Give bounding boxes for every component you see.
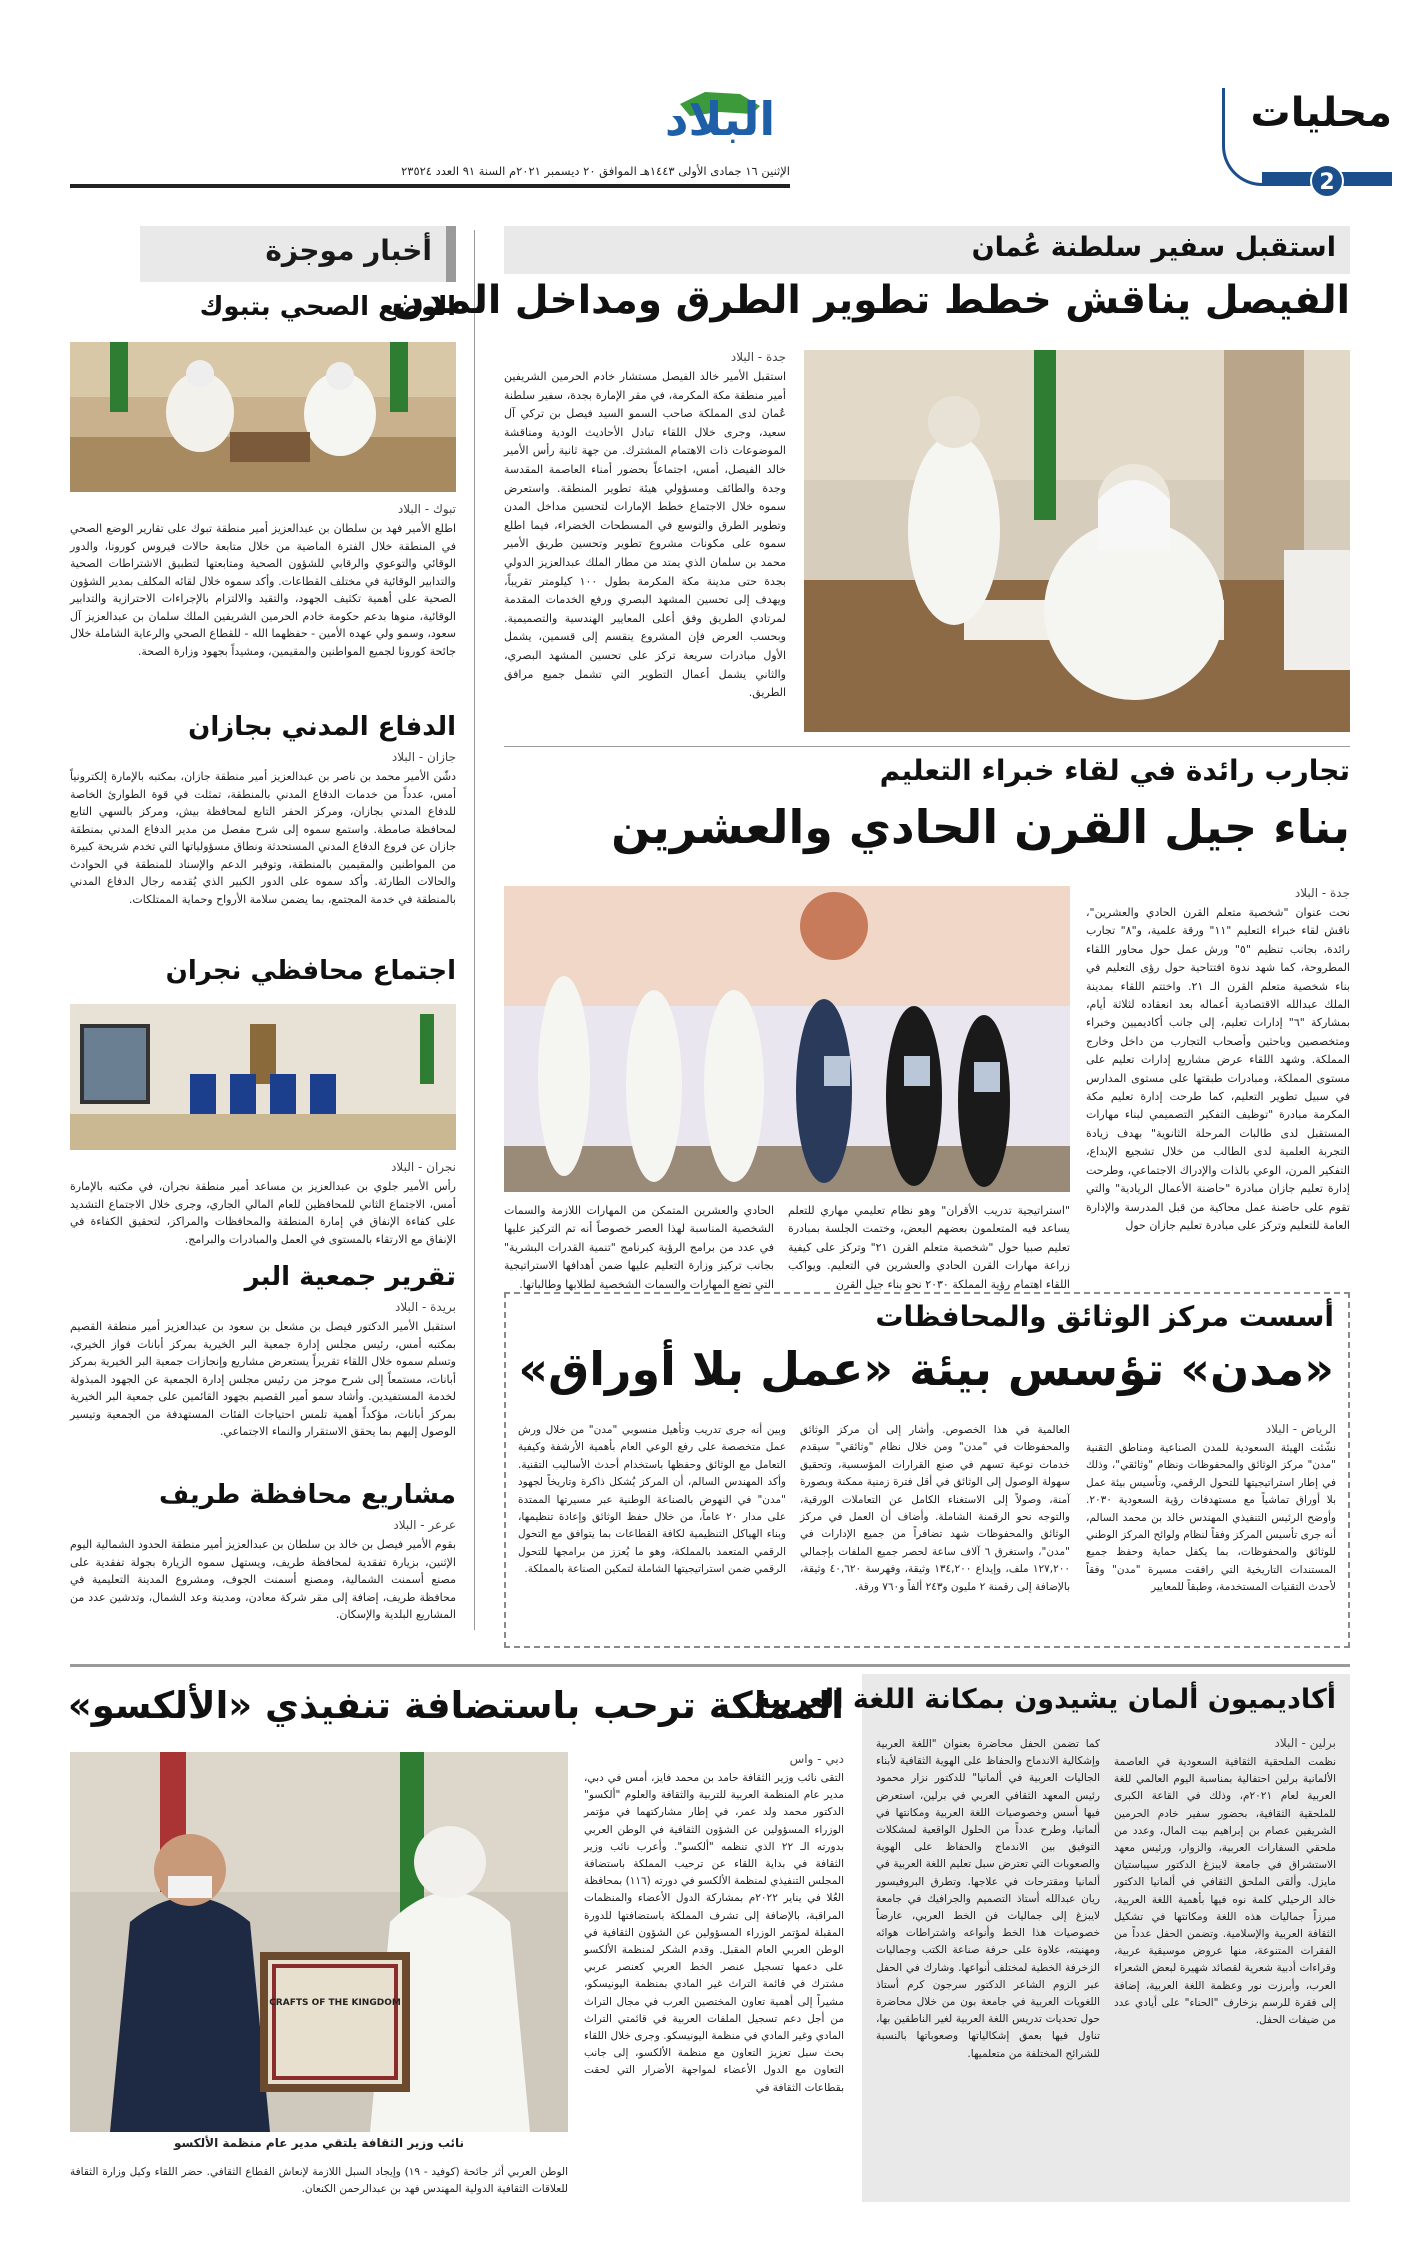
education-col-1	[1086, 886, 1350, 1235]
sidebar-story-title: اجتماع محافظي نجران	[165, 956, 456, 986]
education-kicker: تجارب رائدة في لقاء خبراء التعليم	[879, 754, 1350, 787]
alecso-col-1	[584, 1752, 844, 2097]
education-photo	[504, 886, 1070, 1192]
sidebar-heading-box	[140, 226, 456, 282]
alecso-headline: المملكة ترحب باستضافة تنفيذي «الألكسو»	[67, 1684, 844, 1727]
lead-kicker: استقبل سفير سلطنة عُمان	[971, 232, 1336, 263]
lead-headline: الفيصل يناقش خطط تطوير الطرق ومداخل المدن	[391, 278, 1350, 323]
story-body: التقى نائب وزير الثقافة حامد بن محمد فايز، أمس في دبي، مدير عام المنظمة العربية للتربية والثقافة والعلوم "ألكسو" الدكتور محمد ولد عمر، في إطار مشاركتهما في مؤتمر الوزراء المسؤولين عن الشؤون الثقافية في الوطن العربي بدورته الـ ٢٢ الذي تنظمه "ألكسو". وأعرب نائب وزير الثقافة في بداية اللقاء عن ترحيب المملكة باستضافة المجلس التنفيذي لمنظمة الألكسو في دورته (١١٦) بمحافظة العُلا في يناير ٢٠٢٢م بمشاركة الدول الأعضاء والمنظمات المراقبة، بالإضافة إلى تشرف المملكة باستضافتها للدورة المقبلة لمؤتمر الوزراء المسؤولين عن الشؤون الثقافية في الوطن العربي العام المقبل. وقدم الشكر لمنظمة الألكسو على دعمها تسجيل عنصر الخط العربي كعنصر عربي مشترك في قائمة التراث غير المادي بمنظمة اليونيسكو، مشيراً إلى أهمية تعاون المختصين العرب في مجال التراث من أجل دعم تسجيل الملفات العربية في قائمتي التراث المادي وغير المادي في منظمة اليونيسكو. وجرى خلال اللقاء بحث سبل تعزيز التعاون مع منظمة الألكسو، إلى جانب التعاون مع الدول الأعضاء لمواجهة الأضرار التي لحقت بقطاعات الثقافة في	[584, 1772, 845, 2094]
story-body: نحت عنوان "شخصية متعلم القرن الحادي والعشرين"، ناقش لقاء خبراء التعليم "١١" ورقة علمية، و"٨" تجارب رائدة، بجانب تنظيم "٥" ورش عمل حول محاور اللقاء المطروحة، كما شهد ندوة افتتاحية حول رؤى التعليم في بناء شخصية متعلم القرن الـ ٢١. واختتم اللقاء بمدينة الملك عبدالله الاقتصادية أعماله بعد انعقاده لثلاثة أيام، بمشاركة "٦" إدارات تعليم، إلى جانب أكاديميين وخبراء ومتخصصين وباحثين وأصحاب التجارب من داخل وخارج المملكة. وشهد اللقاء عرض مشاريع إدارات تعليم على مستوى المملكة، ومبادرات طبقتها على مستوى المدارس في سبيل تطوير التعليم، كما طرحت إدارة تعليم مكة المكرمة مبادرة "توظيف التفكير التصميمي لبناء مهارات المستقبل لدى طالبات المرحلة الثانوية" بهدف زيادة التجربة العلمية لدى الطالب من خلال تشجيع الإبداع، التفكير المرن، الوعي بالذات والإدراك الاجتماعي، وطرحت إدارة تعليم جازان مبادرة "حاضنة الأعمال الريادية" والتي تقوم على حاضنة عمل محاكية من قبل المدرسة والإدارة العامة للتعليم وتركز على مبادرة تعليم جازان حول	[1086, 906, 1350, 1232]
story-body: الحادي والعشرين المتمكن من المهارات اللازمة والسمات الشخصية المناسبة لهذا العصر خصوصاً أنه تم التركيز عليها في عدد من برامج الرؤية كبرنامج "تنمية القدرات البشرية" بجانب تركيز وزارة التعليم عليها ضمن أهدافها الاستراتيجية التي تضع المهارات والسمات الشخصية لطلابها وطالباتها.	[504, 1204, 774, 1291]
bottom-band-rule	[70, 1664, 1350, 1667]
modon-col-3	[518, 1422, 786, 1579]
sidebar-photo-najran	[70, 1004, 456, 1150]
alecso-photo	[70, 1752, 568, 2132]
lead-photo	[804, 350, 1350, 732]
modon-col-2	[800, 1422, 1070, 1596]
sidebar-story-title: تقرير جمعية البر	[244, 1262, 456, 1292]
story-dateline: تبوك - البلاد	[397, 502, 456, 516]
story-body: رأس الأمير جلوي بن عبدالعزيز بن مساعد أمير منطقة نجران، في مكتبه بالإمارة أمس، الاجتماع الثاني للمحافظين للعام المالي الجاري، وجرى خلال الاجتماع التشديد على كفاءة الإنفاق في إمارة المنطقة والمحافظات والمراكز، لتحقيق الكفاءة في الإنفاق مع الارتقاء بالمستوى في العمل والمبادرات والبرامج.	[70, 1180, 456, 1246]
story-body: وبين أنه جرى تدريب وتأهيل منسوبي "مدن" من خلال ورش عمل متخصصة على رفع الوعي العام بأهمية الأرشفة وكيفية التعامل مع الوثائق وحفظها باستخدام أحدث الأساليب التقنية. وأكد المهندس السالم، أن المركز يُشكل ذاكرة وتاريخاً لجهود "مدن" في النهوض بالصناعة الوطنية عبر مسيرتها الممتدة على مدار ٢٠ عاماً، من خلال حفظ الوثائق وإعادة تنظيمها، وبناء الهياكل التنظيمية لكافة القطاعات بما يتوافق مع التحول الرقمي المتعمد بالمملكة، وهو ما يُعزز من برامجها للتحول الرقمي ضمن استراتيجيتها الشاملة لتمكين الصناعة بالمملكة.	[518, 1424, 786, 1576]
logo-text: البلاد	[664, 92, 776, 146]
section-curve	[1222, 88, 1292, 186]
sidebar-story	[70, 1518, 456, 1624]
german-col-2	[876, 1736, 1100, 2063]
sidebar-story-title: الدفاع المدني بجازان	[188, 712, 456, 742]
story-dateline: نجران - البلاد	[391, 1160, 456, 1174]
story-body: نشّئت الهيئة السعودية للمدن الصناعية ومناطق التقنية "مدن" مركز الوثائق والمحفوظات ونظام "وثائقي"، وذلك في إطار استراتيجيتها للتحول الرقمي، وتأسيس بيئة عمل بلا أوراق تماشياً مع مستهدفات رؤية السعودية ٢٠٣٠. وأوضح الرئيس التنفيذي المهندس خالد بن محمد السالم، أنه جرى تأسيس المركز وفقاً لنظام ولوائح المركز الوطني للوثائق والمحفوظات، بما يكفل حماية وحفظ جميع المستندات التاريخية التي رافقت مسيرة "مدن" وفقاً لأحدث التقنيات المستخدمة، وطبقاً للمعايير	[1086, 1442, 1336, 1594]
story-dateline: بريدة - البلاد	[395, 1300, 456, 1314]
gift-book-title: CRAFTS OF THE KINGDOM	[269, 1998, 401, 2008]
education-col-3	[504, 1202, 774, 1294]
sidebar-divider	[474, 230, 475, 1630]
story-dateline: جازان - البلاد	[391, 750, 456, 764]
modon-headline: «مدن» تؤسس بيئة «عمل بلا أوراق»	[518, 1342, 1334, 1396]
sidebar-story	[70, 502, 456, 660]
story-dateline: برلين - البلاد	[1274, 1736, 1336, 1750]
section-label: محليات	[1250, 90, 1392, 136]
story-dateline: دبي - واس	[789, 1752, 844, 1766]
story-body: الوطن العربي أثر جائحة (كوفيد - ١٩) وإيجاد السبل اللازمة لإنعاش القطاع الثقافي. حضر اللقاء وكيل وزارة الثقافة للعلاقات الثقافية الدولية المهندس فهد بن عبدالرحمن الكنعان.	[70, 2166, 568, 2196]
sidebar-heading: أخبار موجزة	[265, 234, 432, 267]
sidebar-photo-tabuk	[70, 342, 456, 492]
sidebar-story	[70, 1160, 456, 1248]
story-body: دشّن الأمير محمد بن ناصر بن عبدالعزيز أمير منطقة جازان، بمكتبه بالإمارة إلكترونياً أمس، عدداً من خدمات الدفاع المدني بالمنطقة، تمثلت في قوة الطوارئ الخاصة للدفاع المدني بجازان، ومركز الحفر التابع لمحافظة بيش، ومركز بالسهي التابع لمحافظة صامطة. واستمع سموه إلى شرح مفصل من مدير الدفاع المدني بمنطقة جازان عن فروع الدفاع المدني المستحدثة ونطاق مسؤولياتها التي تخدم شريحة كبيرة من المواطنين والمقيمين بالمنطقة، وتوفير الدعم والإسناد للمنطقة في الحوادث والحالات الطارئة. وأكد سموه على الدور الكبير الذي يُقدمه رجال الدفاع المدني بالمنطقة في خدمة المجتمع، بما يضمن سلامة الأرواح وحماية الممتلكات.	[70, 770, 456, 906]
education-headline: بناء جيل القرن الحادي والعشرين	[611, 800, 1350, 854]
modon-kicker: أسست مركز الوثائق والمحافظات	[875, 1300, 1334, 1333]
page-number-badge: 2	[1310, 164, 1344, 198]
story-body: اطلع الأمير فهد بن سلطان بن عبدالعزيز أمير منطقة تبوك على تقارير الوضع الصحي في المنطقة خلال الفترة الماضية من خلال متابعة حالات فيروس كورونا، والدور الوقائي والتوعوي والرقابي للشؤون الصحية ومتابعتها لتطبيق الاشتراطات الصحية والتدابير الوقائية في مختلف القطاعات. وأكد سموه خلال لقائه المكلف بمدير الشؤون الصحية على أهمية تكثيف الجهود، والتقيد والالتزام بالإجراءات الاحترازية والتدابير الوقائية، منوها بدعم حكومة خادم الحرمين الشريفين الملك سلمان بن عبدالعزيز آل سعود، وسمو ولي عهده الأمين - حفظهما الله - للقطاع الصحي والرعاية الشاملة خلال جائحة كورونا لجميع المواطنين والمقيمين، ومشيداً بجهود وزارة الصحة.	[70, 522, 456, 658]
story-dateline: جدة - البلاد	[730, 350, 786, 364]
section-divider	[504, 746, 1350, 747]
story-body: بقوم الأمير فيصل بن خالد بن سلطان بن عبدالعزيز أمير منطقة الحدود الشمالية اليوم الإثنين، بزيارة تفقدية لمحافظة طريف، ويستهل سموه الزيارة بجولة تفقدية على مصنع أسمنت الشمالية، ومصنع أسمنت الجوف، ومشروع المدينة التعليمية في محافظة طريف، إضافة إلى مقر شركة معادن، ومدينة وعد الشمال، وتدشين عدد من المشاريع البلدية والإسكان.	[70, 1538, 456, 1621]
story-body: استقبل الأمير خالد الفيصل مستشار خادم الحرمين الشريفين أمير منطقة مكة المكرمة، في مقر الإمارة بجدة، سفير سلطنة عُمان لدى المملكة صاحب السمو السيد فيصل بن تركي آل سعيد، وجرى خلال اللقاء تبادل الأحاديث الودية ومناقشة الموضوعات ذات الاهتمام المشترك. من جهة ثانية رأس الأمير خالد الفيصل، أمس، اجتماعاً بحضور أمناء العاصمة المقدسة وجدة والطائف ومسؤولي هيئة تطوير المنطقة. واستعرض سموه خلال الاجتماع خطط الإمارات لتحسين مداخل المدن وتطوير الطرق والتوسع في المسطحات الخضراء، فيما اطلع سموه على مكونات مشروع تطوير وتحسين طريق الأمير محمد بن سلمان الذي يمتد من مطار الملك عبدالعزيز الدولي بجدة حتى مدينة مكة المكرمة بطول ١٠٠ كيلومتر تقريباً، ويهدف إلى تحسين المشهد البصري ورفع الخدمات المقدمة لمرتادي الطريق وفق أعلى المعايير الهندسية والتصميمية. وبحسب العرض فإن المشروع ينقسم إلى قسمين، يشمل الأول مبادرات سريعة تركز على تحسين المشهد البصري، والثاني يشمل أعمال التطوير التي تشمل جميع مرافق الطريق.	[504, 370, 786, 700]
issue-dateline: الإثنين ١٦ جمادى الأولى ١٤٤٣هـ الموافق ٢٠ ديسمبر ٢٠٢١م السنة ٩١ العدد ٢٣٥٢٤	[401, 164, 790, 178]
sidebar-story	[70, 1300, 456, 1441]
header-rule	[70, 184, 790, 188]
story-body: كما تضمن الحفل محاضرة بعنوان "اللغة العربية وإشكالية الاندماج والحفاظ على الهوية الثقافية لأبناء الجاليات العربية في ألمانيا" للدكتور نزار محمود رئيس المعهد الثقافي العربي في برلين، استعرض فيها أسس وخصوصيات اللغة العربية ومكانتها في ألمانيا، وطرح عدداً من الحلول الواقعية لمشكلات التوفيق بين الاندماج والحفاظ على الهوية والصعوبات التي تعترض سبل تعليم اللغة العربية في ألمانيا ومقترحات في علاجها. وتطرق البروفيسور ريان عبدالله أستاذ التصميم والجرافيك في جامعة لايبزغ إلى جماليات فن الخط العربي، عارضاً خصوصيات هذا الخط وأنواعه واشتراطات هوائه ومهنيته، علاوة على حرفة صناعة الكتب وجماليات الزخرفة الخطية لمختلف أنواعها. وشارك في الحفل عبر الزوم الشاعر الدكتور سرجون كرم أستاذ اللغويات العربية في جامعة بون من خلال محاضرة حول تحديات تدريس اللغة العربية لغير الناطقين بها، تناول فيها بعمق إشكالياتها وصعوباتها بالنسبة للشرائح المختلفة من متعلميها.	[876, 1738, 1100, 2060]
sidebar-story-title: مشاريع محافظة طريف	[158, 1480, 456, 1510]
story-body: نظمت الملحقية الثقافية السعودية في العاصمة الألمانية برلين احتفالية بمناسبة اليوم العالمي للغة العربية لعام ٢٠٢١م، وذلك في القاعة الكبرى للملحقية الثقافية، بحضور سفير خادم الحرمين الشريفين عصام بن إبراهيم بيت المال، وعدد من ملحقي السفارات العربية، والزوار، ورئيس معهد الاستشراق في جامعة لايبزغ الدكتور سيباستيان مايزل. وألقى الملحق الثقافي في ألمانيا الدكتور خالد الرحيلي كلمة نوه فيها بأهمية اللغة العربية، مبرزاً جماليات هذه اللغة ومكانتها في تشكيل الثقافة العربية والإسلامية. وتضمن الحفل عدداً من الفقرات المتنوعة، منها عروض موسيقية عربية، وقراءات أدبية شعرية لقصائد شهيرة لبعض الشعراء العرب، وأبرزت نور وعظمة اللغة العربية، إضافة إلى فقرة للرسم بزخارف "الحناء" على أيادي عدد من ضيفات الحفل.	[1114, 1756, 1336, 2027]
education-col-2	[788, 1202, 1070, 1294]
newspaper-logo	[660, 84, 780, 154]
story-body: العالمية في هذا الخصوص. وأشار إلى أن مركز الوثائق والمحفوظات في "مدن" ومن خلال نظام "وثائقي" سيقدم خدمات نوعية تسهم في صنع القرارات المؤسسية، وتحقيق سهولة الوصول إلى الوثائق في أقل فترة زمنية ممكنة وبصورة آمنة، وصولاً إلى الاستغناء الكامل عن التعاملات الورقية، والتوجه نحو الرقمنة الشاملة. وأضاف أن العمل في مركز الوثائق والمحفوظات شهد تضافراً من جميع الإدارات في "مدن"، واستغرق ٦ آلاف ساعة لحصر جميع الملفات بإجمالي ١٢٧,٢٠٠ ملف، وإيداع ١٣٤,٢٠٠ وثيقة، وفهرسة ٤٠,٦٢٠ وثيقة، بالإضافة إلى رقمنة ٢ مليون و٢٤٣ ألفاً و٧٦٠ ورقة.	[800, 1424, 1071, 1593]
lead-body-column	[504, 350, 786, 703]
german-col-1	[1114, 1736, 1336, 2029]
story-dateline: جدة - البلاد	[1294, 886, 1350, 900]
german-headline: أكاديميون ألمان يشيدون بمكانة اللغة العربية	[754, 1684, 1336, 1715]
sidebar-story	[70, 750, 456, 908]
alecso-col-2	[70, 2164, 568, 2198]
story-body: استقبل الأمير الدكتور فيصل بن مشعل بن سعود بن عبدالعزيز أمير منطقة القصيم بمكتبه أمس، رئيس مجلس إدارة جمعية البر الخيرية بمركز أبانات فواز الخيري، وتسلم سموه خلال اللقاء تقريراً يستعرض مشاريع وإنجازات جمعية البر الخيرية بمركز أبانات، مستمعاً إلى شرح موجز من رئيس مجلس إدارة الجمعية عن الجهود المبذولة لخدمة المستفيدين. وأشاد سمو أمير القصيم بجهود القائمين على جمعية البر الخيرية بمركز أبانات، مؤكداً أهمية تلمس احتياجات الفئات المستهدفة من الجمعية وتيسير الوصول إليهم بما يحقق الاستقرار والنماء الاجتماعي.	[70, 1320, 456, 1438]
story-body: "استراتيجية تدريب الأقران" وهو نظام تعليمي مهاري للتعلم يساعد فيه المتعلمون بعضهم البعض، وختمت الجلسة بمبادرة تعليم صبيا حول "شخصية متعلم القرن ٢١" وتركز على كيفية زراعة مهارات القرن الحادي والعشرين في التعليم. ويواكب اللقاء اهتمام رؤية المملكة ٢٠٣٠ نحو بناء جيل القرن	[788, 1204, 1070, 1291]
modon-col-1	[1086, 1422, 1336, 1597]
story-dateline: الرياض - البلاد	[1265, 1422, 1336, 1436]
sidebar-story-title: الوضع الصحي بتبوك	[199, 292, 456, 322]
alecso-photo-caption: نائب وزير الثقافة يلتقي مدير عام منظمة الألكسو	[173, 2136, 465, 2150]
story-dateline: عرعر - البلاد	[393, 1518, 456, 1532]
lead-kicker-box	[504, 226, 1350, 274]
